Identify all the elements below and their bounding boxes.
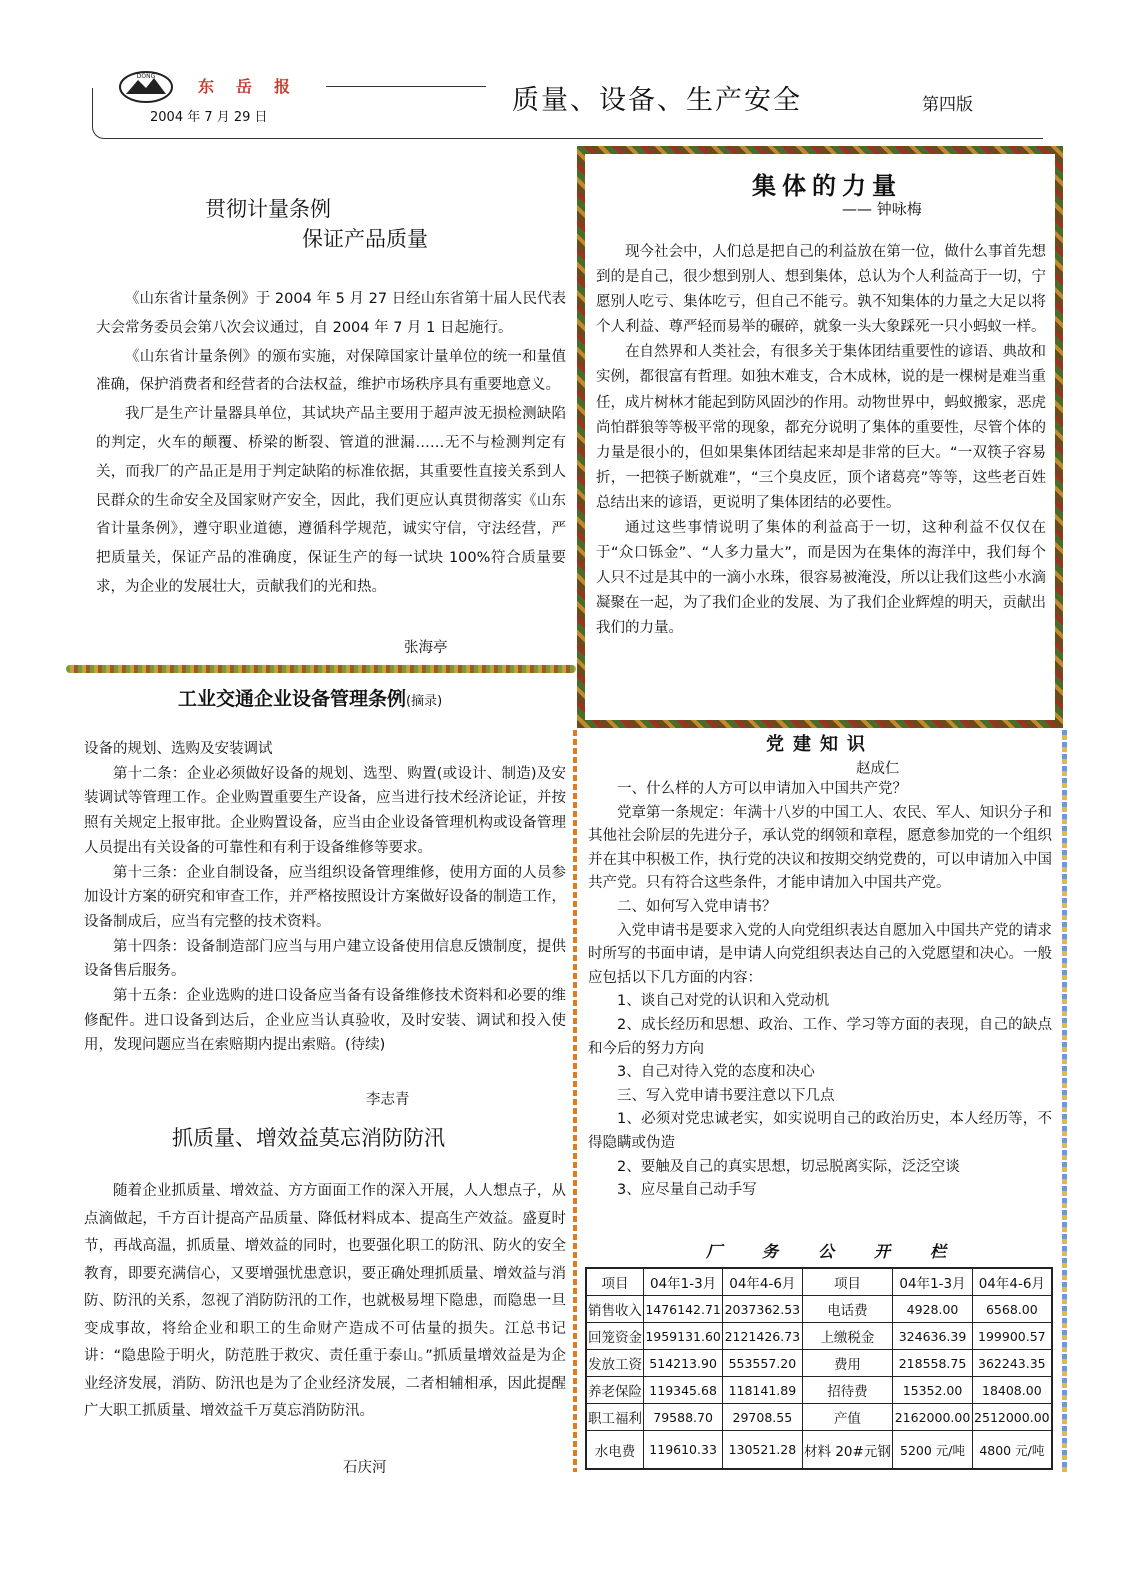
article2-paragraph: 第十二条：企业必须做好设备的规划、选型、购置(或设计、制造)及安装调试等管理工作。企业购置重要生产设备，应当进行技术经济论证，并按照有关规定上报审批。企业购置设备，应当由企业设备管理机构或设备管理人员提出有关设备的可靠性和有利于设备维修等要求。: [84, 765, 566, 856]
article5-line: 一、什么样的人方可以申请加入中国共产党？: [617, 781, 907, 797]
table-cell: 2037362.53: [723, 1296, 802, 1323]
table-cell: 职工福利: [586, 1404, 643, 1431]
table-cell: 1959131.60: [643, 1323, 722, 1350]
article5-author: 赵成仁: [856, 761, 900, 777]
article5-line: 1、谈自己对党的认识和入党动机: [617, 993, 830, 1010]
table-row: [586, 1377, 1052, 1404]
article2-title-text: 工业交通企业设备管理条例: [178, 688, 407, 710]
table-row: [586, 1431, 1052, 1470]
article1-author: 张海亭: [404, 640, 448, 656]
table-header-row: [586, 1268, 1052, 1296]
decorative-divider: [66, 665, 576, 673]
article5-body: [588, 778, 1052, 1203]
article2-title: [178, 684, 442, 711]
article4-paragraph: 现今社会中，人们总是把自己的利益放在第一位，做什么事首先想到的是自己，很少想到别人、想到集体，总认为个人利益高于一切，宁愿别人吃亏、集体吃亏，但自己不能亏。孰不知集体的力量之大足以将个人利益、尊严轻而易举的碾碎，就象一头大象踩死一只小蚂蚁一样。: [596, 244, 1046, 336]
article3-author: 石庆河: [343, 1460, 387, 1476]
table-cell: 6568.00: [972, 1296, 1052, 1323]
article2-paragraph: 第十四条：设备制造部门应当与用户建立设备使用信息反馈制度，提供设备售后服务。: [84, 938, 566, 980]
table-cell: 回笼资金: [586, 1323, 643, 1350]
article5-line: 党章第一条规定：年满十八岁的中国工人、农民、军人、知识分子和其他社会阶层的先进分子，承认党的纲领和章程，愿意参加党的一个组织并在其中积极工作，执行党的决议和按期交纳党费的，可以申请加入中国共产党。只有符合这些条件，才能申请加入中国共产党。: [588, 804, 1052, 892]
article5-line: 3、自己对待入党的态度和决心: [617, 1064, 815, 1081]
table-cell: 销售收入: [586, 1296, 643, 1323]
table-cell: 4800 元/吨: [972, 1431, 1052, 1470]
article4-body: [596, 240, 1046, 642]
table-cell: 2512000.00: [972, 1404, 1052, 1431]
table-cell: 发放工资: [586, 1350, 643, 1377]
article1-title-line1: 贯彻计量条例: [205, 197, 331, 221]
article4-title: 集体的力量: [752, 171, 902, 200]
article5-line: 入党申请书是要求入党的人向党组织表达自愿加入中国共产党的请求时所写的书面申请，是申请人向党组织表达自己的入党愿望和决心。一般应包括以下几方面的内容：: [588, 922, 1052, 986]
article5-line: 2、要触及自己的真实思想，切忌脱离实际，泛泛空谈: [617, 1158, 960, 1175]
article1-paragraph: 我厂是生产计量器具单位，其试块产品主要用于超声波无损检测缺陷的判定，火车的颠覆、桥梁的断裂、管道的泄漏……无不与检测判定有关，而我厂的产品正是用于判定缺陷的标准依据，其重要性直接关系到人民群众的生命安全及国家财产安全，因此，我们更应认真贯彻落实《山东省计量条例》，遵守职业道德，遵循科学规范，诚实守信，守法经营，严把质量关，保证产品的准确度，保证生产的每一试块 100%符合质量要求，为企业的发展壮大，贡献我们的光和热。: [96, 406, 566, 595]
article2-author: 李志青: [366, 1092, 410, 1108]
table-cell: 材料 20#元钢: [802, 1431, 893, 1470]
table-row: [586, 1296, 1052, 1323]
table-cell: 362243.35: [972, 1350, 1052, 1377]
article5-title: 党建知识: [766, 734, 874, 755]
table-cell: 费用: [802, 1350, 893, 1377]
article3-body: [84, 1178, 566, 1426]
article4-paragraph: 在自然界和人类社会，有很多关于集体团结重要性的谚语、典故和实例，都很富有哲理。如独木难支，合木成林，说的是一棵树是难当重任，成片树林才能起到防风固沙的作用。动物世界中，蚂蚁搬家，恶虎尚怕群狼等等极平常的现象，都充分说明了集体的重要性，尽管个体的力量是很小的，但如果集体团结起来却是非常的巨大。“一双筷子容易折，一把筷子断就难”，“三个臭皮匠，顶个诸葛亮”等等，这些老百姓总结出来的谚语，更说明了集体团结的必要性。: [596, 344, 1046, 511]
article5-line: 二、如何写入党申请书？: [617, 898, 777, 915]
article5-line: 3、应尽量自己动手写: [617, 1182, 757, 1199]
table-header-cell: 04年1-3月: [893, 1268, 972, 1296]
finance-table: [585, 1267, 1053, 1470]
table-cell: 119610.33: [643, 1431, 722, 1470]
article2-paragraph: 第十五条：企业选购的进口设备应当备有设备维修技术资料和必要的维修配件。进口设备到达后，企业应当认真验收，及时安装、调试和投入使用，发现问题应当在索赔期内提出索赔。(待续): [84, 988, 566, 1054]
article3-paragraph: 随着企业抓质量、增效益、方方面面工作的深入开展，人人想点子，从点滴做起，千方百计提高产品质量、降低材料成本、提高生产效益。盛夏时节，再战高温，抓质量、增效益的同时，也要强化职工的防汛、防火的安全教育，即要充满信心，又要增强忧患意识，要正确处理抓质量、增效益与消防、防汛的关系，忽视了消防防汛的工作，也就极易埋下隐患，而隐患一旦变成事故，将给企业和职工的生命财产造成不可估量的损失。江总书记讲：“隐患险于明火，防范胜于救灾、责任重于泰山。”抓质量增效益是为企业经济发展，消防、防汛也是为了企业经济发展，二者相辅相承，因此提醒广大职工抓质量、增效益千万莫忘消防防汛。: [84, 1183, 566, 1419]
table-header-cell: 04年4-6月: [723, 1268, 802, 1296]
table-cell: 118141.89: [723, 1377, 802, 1404]
decorative-border-left: [573, 730, 577, 1472]
header-rule: [326, 86, 486, 87]
newspaper-logo: [118, 70, 174, 104]
table-cell: 15352.00: [893, 1377, 972, 1404]
table-cell: 514213.90: [643, 1350, 722, 1377]
table-cell: 324636.39: [893, 1323, 972, 1350]
finance-title: 厂务公开栏: [706, 1242, 987, 1261]
table-cell: 水电费: [586, 1431, 643, 1470]
table-cell: 79588.70: [643, 1404, 722, 1431]
section-title: 质量、设备、生产安全: [512, 85, 802, 116]
article2-body: [84, 737, 566, 1058]
table-row: [586, 1404, 1052, 1431]
table-cell: 553557.20: [723, 1350, 802, 1377]
table-header-cell: 04年4-6月: [972, 1268, 1052, 1296]
table-cell: 119345.68: [643, 1377, 722, 1404]
table-cell: 上缴税金: [802, 1323, 893, 1350]
table-row: [586, 1350, 1052, 1377]
table-cell: 电话费: [802, 1296, 893, 1323]
table-row: [586, 1323, 1052, 1350]
table-header-cell: 项目: [586, 1268, 643, 1296]
table-cell: 29708.55: [723, 1404, 802, 1431]
table-cell: 养老保险: [586, 1377, 643, 1404]
edition-label: 第四版: [922, 95, 973, 115]
article1-paragraph: 《山东省计量条例》的颁布实施，对保障国家计量单位的统一和量值准确，保护消费者和经营者的合法权益，维护市场秩序具有重要地意义。: [96, 348, 566, 394]
table-cell: 18408.00: [972, 1377, 1052, 1404]
paper-name: 东岳报: [198, 77, 313, 96]
table-header-cell: 项目: [802, 1268, 893, 1296]
article2-title-note: (摘录): [406, 694, 443, 709]
table-cell: 1476142.71: [643, 1296, 722, 1323]
table-cell: 218558.75: [893, 1350, 972, 1377]
table-cell: 2121426.73: [723, 1323, 802, 1350]
article5-line: 三、写入党申请书要注意以下几点: [617, 1087, 835, 1104]
article1-paragraph: 《山东省计量条例》于 2004 年 5 月 27 日经山东省第十届人民代表大会常务委员会第八次会议通过，自 2004 年 7 月 1 日起施行。: [96, 291, 566, 336]
table-cell: 4928.00: [893, 1296, 972, 1323]
table-cell: 5200 元/吨: [893, 1431, 972, 1470]
table-header-cell: 04年1-3月: [643, 1268, 722, 1296]
table-cell: 招待费: [802, 1377, 893, 1404]
article2-paragraph: 第十三条：企业自制设备，应当组织设备管理维修，使用方面的人员参加设计方案的研究和审查工作，并严格按照设计方案做好设备的制造工作，设备制成后，应当有完整的技术资料。: [84, 864, 566, 930]
logo-text: DONG: [136, 73, 156, 80]
article4-paragraph: 通过这些事情说明了集体的利益高于一切，这种利益不仅仅在于“众口铄金”、“人多力量大”，而是因为在集体的海洋中，我们每个人只不过是其中的一滴小水珠，很容易被淹没，所以让我们这些小水滴凝聚在一起，为了我们企业的发展、为了我们企业辉煌的明天，贡献出我们的力量。: [596, 520, 1046, 637]
article4-author: —— 钟咏梅: [842, 200, 922, 218]
table-cell: 130521.28: [723, 1431, 802, 1470]
article1-title-line2: 保证产品质量: [302, 227, 428, 251]
table-cell: 产值: [802, 1404, 893, 1431]
table-cell: 2162000.00: [893, 1404, 972, 1431]
decorative-border-right: [1062, 730, 1067, 1472]
publication-date: 2004 年 7 月 29 日: [150, 110, 268, 125]
article1-body: [96, 285, 566, 602]
article5-line: 1、必须对党忠诚老实，如实说明自己的政治历史，本人经历等，不得隐瞒或伪造: [588, 1111, 1052, 1151]
table-cell: 199900.57: [972, 1323, 1052, 1350]
article5-line: 2、成长经历和思想、政治、工作、学习等方面的表现，自己的缺点和今后的努力方向: [588, 1016, 1052, 1057]
article3-title: 抓质量、增效益莫忘消防防汛: [172, 1126, 445, 1150]
article2-subhead: 设备的规划、选购及安装调试: [84, 741, 273, 757]
